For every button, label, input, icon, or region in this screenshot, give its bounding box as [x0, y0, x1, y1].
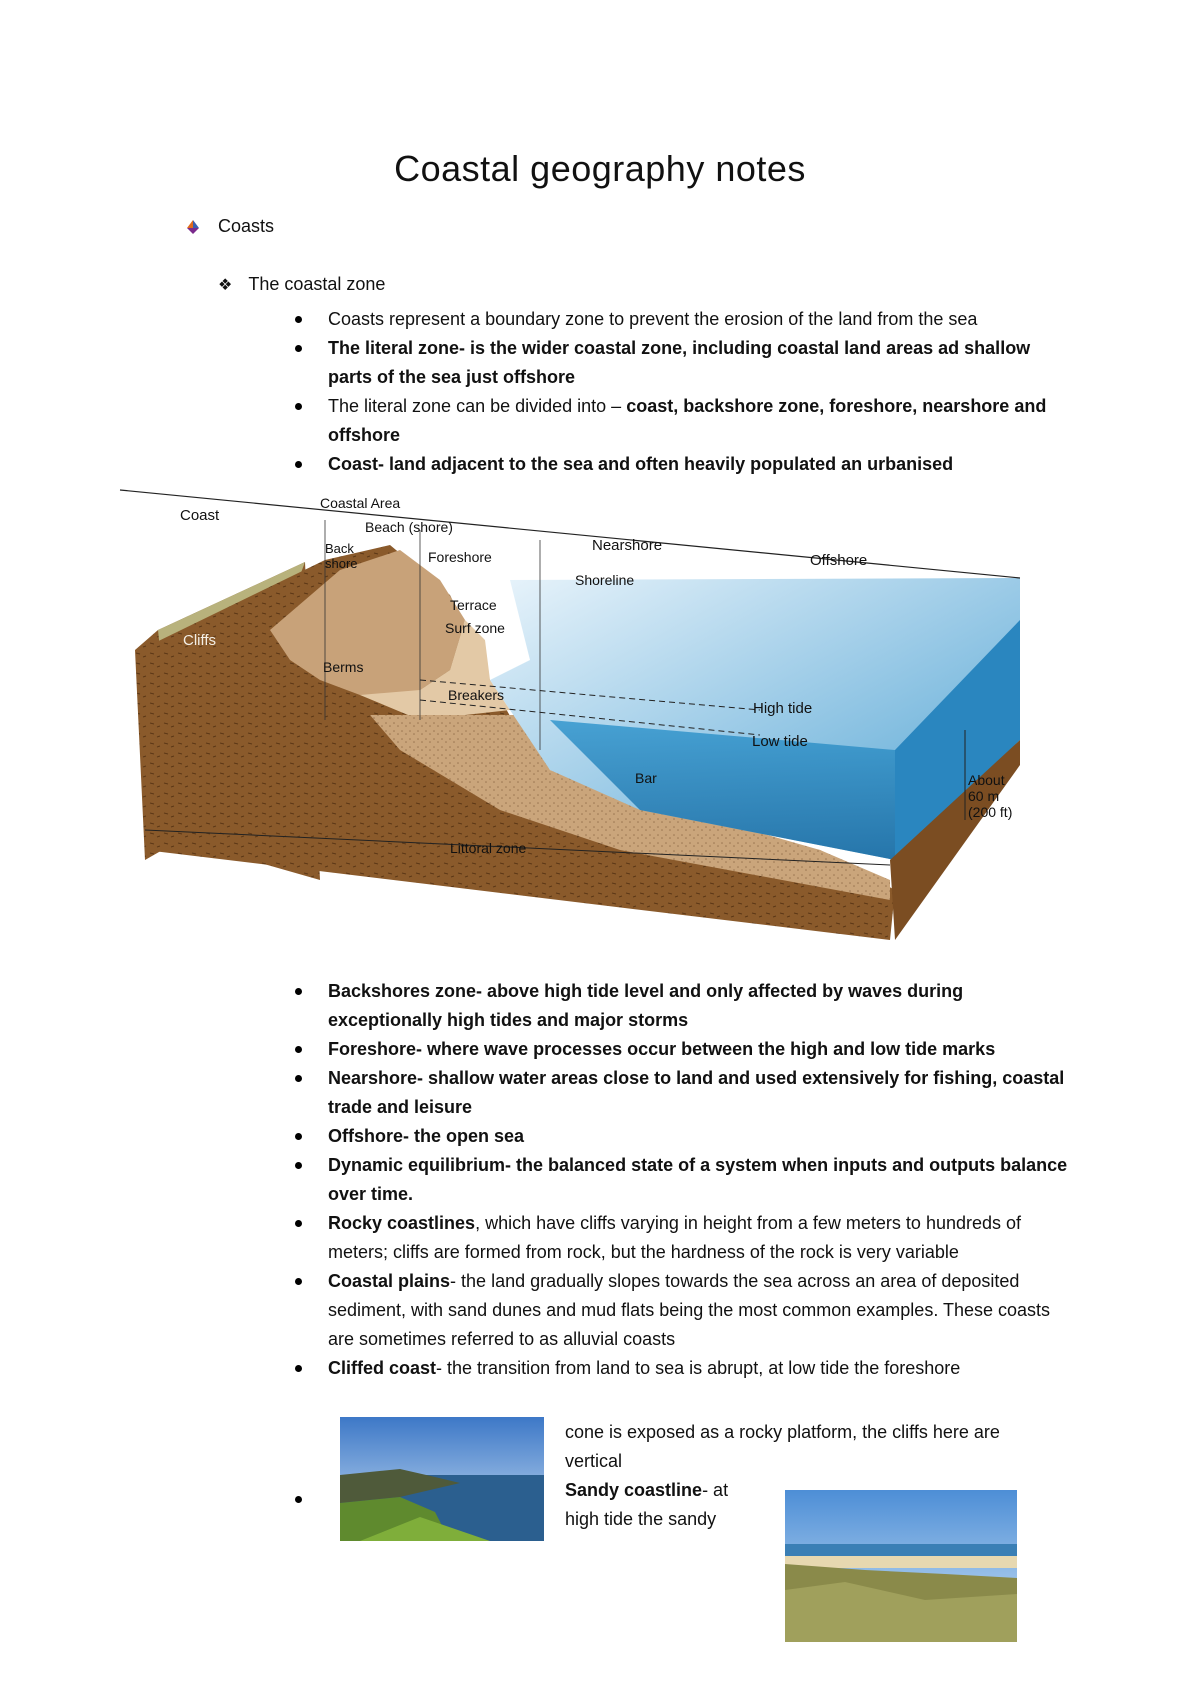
page-title: Coastal geography notes — [394, 148, 806, 189]
down-arrow-icon — [184, 218, 202, 236]
label-breakers: Breakers — [448, 687, 505, 703]
bullet-dot — [295, 1496, 302, 1503]
list-item: Cliffed coast- the transition from land to sea is abrupt, at low tide the foreshore — [295, 1354, 1075, 1383]
label-backshore-2: shore — [325, 556, 358, 571]
label-about-1: About — [968, 772, 1005, 788]
label-offshore: Offshore — [810, 552, 868, 569]
list-item: Nearshore- shallow water areas close to land and used extensively for fishing, coastal trade and leisure — [295, 1064, 1075, 1122]
label-backshore-1: Back — [325, 541, 354, 556]
label-coastal-area: Coastal Area — [320, 495, 401, 511]
label-cliffs: Cliffs — [183, 632, 217, 649]
label-nearshore: Nearshore — [592, 537, 663, 554]
bullet-list-bottom — [295, 977, 1075, 1383]
diamond-bullet-icon: ❖ — [218, 276, 233, 294]
section-heading — [184, 216, 274, 237]
label-beach: Beach (shore) — [365, 519, 453, 535]
list-item: Offshore- the open sea — [295, 1122, 1075, 1151]
list-item: The literal zone can be divided into – coast, backshore zone, foreshore, nearshore and offshore — [295, 392, 1075, 450]
list-item: The literal zone- is the wider coastal zone, including coastal land areas ad shallow parts of the sea just offshore — [295, 334, 1075, 392]
sandy-coastline-photo — [785, 1490, 1017, 1642]
list-item: Coasts represent a boundary zone to prevent the erosion of the land from the sea — [295, 305, 1075, 334]
label-shoreline: Shoreline — [575, 572, 635, 588]
label-high-tide: High tide — [753, 700, 813, 717]
cliffed-coast-photo — [340, 1417, 544, 1541]
subsection-label: The coastal zone — [248, 274, 386, 294]
list-item: Foreshore- where wave processes occur between the high and low tide marks — [295, 1035, 1075, 1064]
subsection-heading — [218, 274, 385, 295]
label-terrace: Terrace — [450, 597, 497, 613]
cliffed-coast-continued-2: vertical — [565, 1451, 623, 1471]
label-foreshore: Foreshore — [428, 549, 492, 565]
label-low-tide: Low tide — [752, 733, 808, 750]
list-item: Backshores zone- above high tide level and only affected by waves during exceptionally high tides and major storms — [295, 977, 1075, 1035]
list-item: Dynamic equilibrium- the balanced state of a system when inputs and outputs balance over time. — [295, 1151, 1075, 1209]
list-item: Rocky coastlines, which have cliffs varying in height from a few meters to hundreds of meters; cliffs are formed from rock, but the hardness of the rock is very variable — [295, 1209, 1075, 1267]
label-berms: Berms — [323, 659, 364, 675]
section-label: Coasts — [218, 216, 275, 236]
label-about-2: 60 m — [968, 788, 1000, 804]
label-coast: Coast — [180, 507, 220, 524]
sandy-coastline-line-2: high tide the sandy — [565, 1509, 717, 1529]
label-about-3: (200 ft) — [968, 804, 1013, 820]
label-littoral-zone: Littoral zone — [450, 840, 527, 856]
list-item: Coastal plains- the land gradually slopes towards the sea across an area of deposited sediment, with sand dunes and mud flats being the most common examples. These coasts are sometimes referred to as alluvial coasts — [295, 1267, 1075, 1354]
sandy-coastline-line-1: Sandy coastline- at — [565, 1480, 729, 1500]
label-surf-zone: Surf zone — [445, 620, 505, 636]
bullet-list-top — [295, 305, 1075, 479]
coastal-zone-diagram — [120, 495, 1120, 960]
cliffed-coast-continued-1: cone is exposed as a rocky platform, the cliffs here are — [565, 1422, 1000, 1442]
list-item: Coast- land adjacent to the sea and often heavily populated an urbanised — [295, 450, 1075, 479]
label-bar: Bar — [635, 770, 657, 786]
